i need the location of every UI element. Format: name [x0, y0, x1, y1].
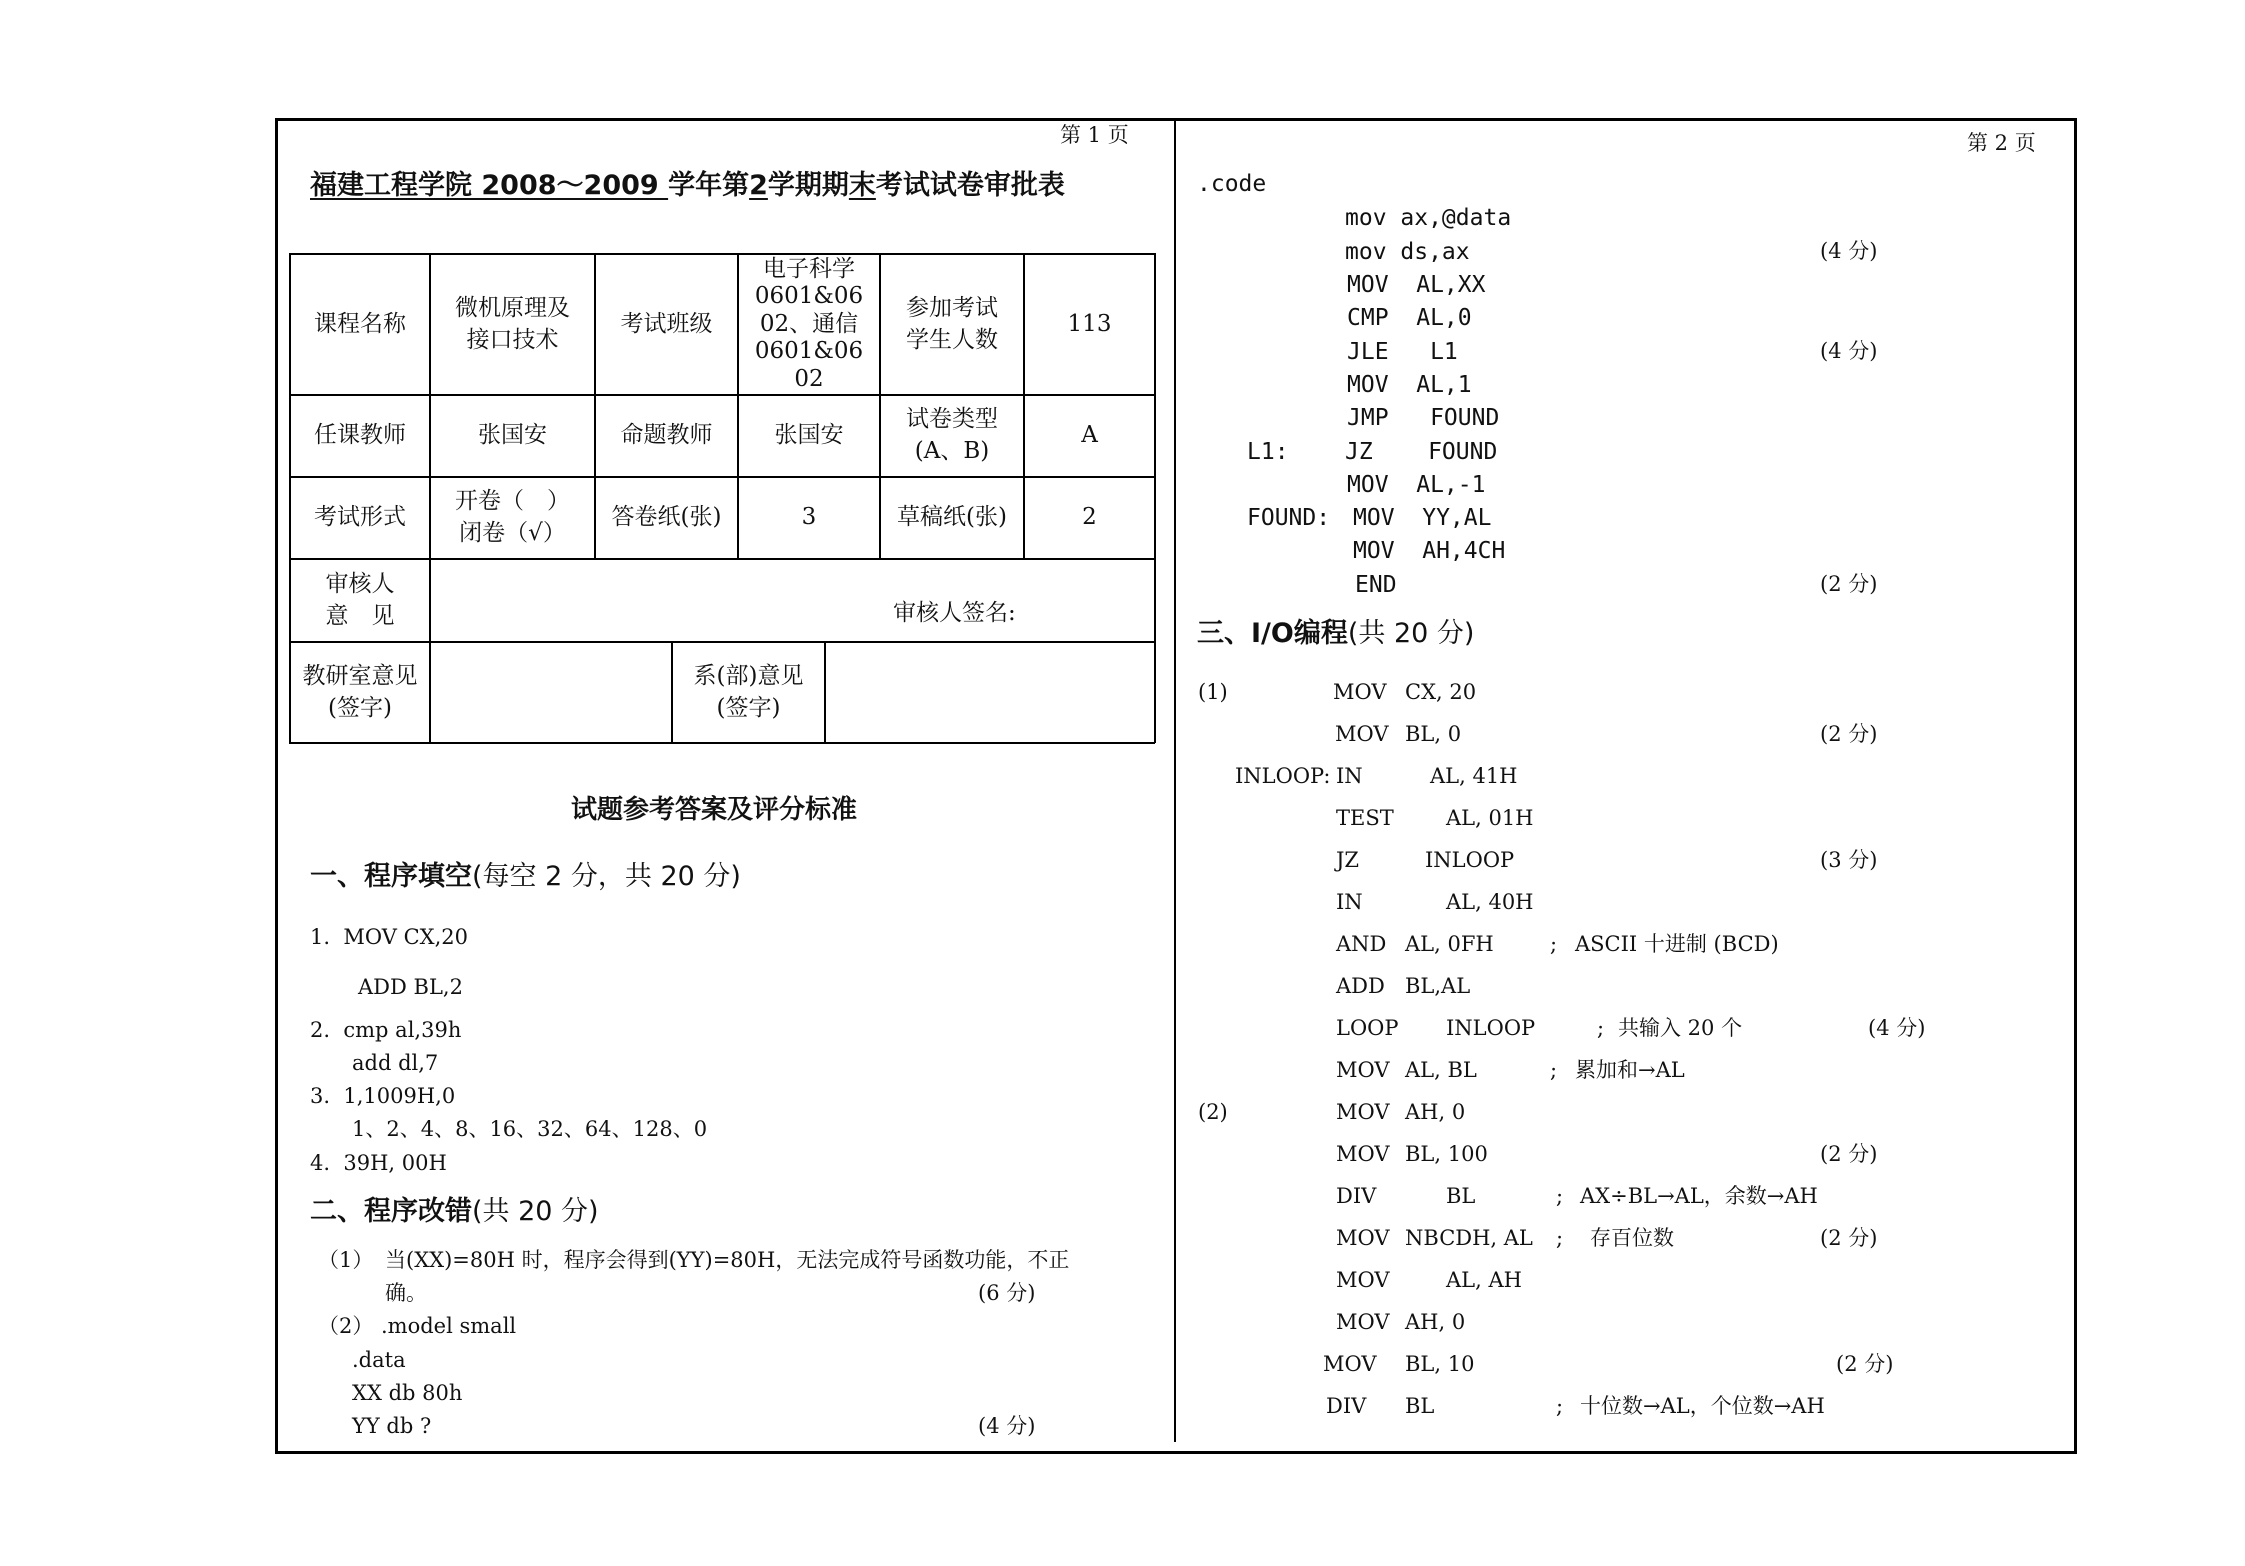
class-value: 电子科学 0601&06 02、通信 0601&06 02 [754, 255, 864, 392]
asm-comment: 累加和→AL [1575, 1058, 1685, 1082]
asm-operands: BL [1405, 1394, 1435, 1418]
asm-mnemonic: DIV [1326, 1394, 1367, 1418]
asm-mnemonic: IN [1336, 764, 1363, 788]
asm-mnemonic: MOV [1335, 722, 1389, 746]
sec1-line-1: 1. MOV CX,20 [310, 925, 468, 949]
asm-score: (2 分) [1820, 722, 1878, 746]
code-line-1: mov ax,@data [1345, 205, 1512, 231]
asm-score: (2 分) [1820, 1226, 1878, 1250]
asm-operands: INLOOP [1446, 1016, 1536, 1040]
dept-opinion-label: 系(部)意见 (签字) [693, 662, 804, 721]
exam-form-value: 开卷（ ） 闭卷（√） [455, 488, 570, 546]
asm-mnemonic: MOV [1336, 1058, 1390, 1082]
sec1-line-4: add dl,7 [352, 1051, 439, 1075]
asm-comment: 存百位数 [1590, 1226, 1674, 1250]
students-value: 113 [1067, 310, 1112, 337]
sec1-line-6: 1、2、4、8、16、32、64、128、0 [352, 1117, 708, 1141]
asm-operands: AL, 40H [1446, 890, 1534, 914]
code-line-6: MOV AL,1 [1347, 372, 1472, 398]
page-number-1: 第 1 页 [1060, 123, 1129, 147]
answer-sheet-label: 答卷纸(张) [611, 504, 722, 531]
code-line-5: JLE L1 [1347, 339, 1458, 365]
sec2-code-4: YY db ? [352, 1414, 432, 1438]
reviewer-signature-label: 审核人签名: [893, 600, 1016, 626]
answers-title: 试题参考答案及评分标准 [571, 795, 858, 825]
asm-comment: 十位数→AL，个位数→AH [1580, 1394, 1825, 1418]
code-score-2: (4 分) [1820, 339, 1878, 363]
code-line-7: JMP FOUND [1347, 405, 1500, 431]
code-score-3: (2 分) [1820, 572, 1878, 596]
teacher-label: 任课教师 [314, 422, 406, 449]
asm-operands: INLOOP [1425, 848, 1515, 872]
exam-form-label: 考试形式 [314, 504, 406, 531]
setter-value: 张国安 [774, 422, 844, 449]
asm-operands: BL [1446, 1184, 1476, 1208]
code-line-9: MOV AL,-1 [1347, 472, 1486, 498]
asm-mnemonic: MOV [1336, 1310, 1390, 1334]
title-part-4: 学期期 [767, 170, 849, 201]
sec2-code-2: .data [352, 1348, 406, 1372]
office-opinion-label: 教研室意见 (签字) [302, 662, 418, 721]
draft-label: 草稿纸(张) [897, 504, 1007, 531]
sec1-line-3: 2. cmp al,39h [310, 1018, 462, 1042]
asm-comment-marker: ; [1556, 1394, 1564, 1418]
asm-operands: AH, 0 [1405, 1100, 1466, 1124]
inloop-label: INLOOP: [1235, 764, 1331, 788]
asm-operands: BL, 100 [1405, 1142, 1488, 1166]
title-semester: 2 [749, 170, 768, 201]
asm-comment: ASCII 十进制 (BCD) [1575, 932, 1779, 956]
asm-operands: NBCDH, AL [1405, 1226, 1533, 1250]
class-label: 考试班级 [620, 310, 713, 337]
title-part-2: 学年第 [668, 170, 750, 201]
asm-mnemonic: MOV [1333, 680, 1387, 704]
sub2-label: (2) [1198, 1100, 1228, 1124]
code-line-4: CMP AL,0 [1347, 305, 1472, 331]
paper-type-label: 试卷类型 (A、B) [906, 406, 998, 464]
asm-comment-marker: ; [1556, 1226, 1564, 1250]
code-line-3: MOV AL,XX [1347, 272, 1486, 298]
sec2-code-3: XX db 80h [352, 1381, 463, 1405]
teacher-value: 张国安 [478, 422, 547, 449]
asm-comment-marker: ; [1556, 1184, 1564, 1208]
setter-label: 命题教师 [620, 422, 713, 449]
section1-title: 一、程序填空(每空 2 分，共 20 分) [310, 861, 741, 892]
asm-operands: AL, BL [1405, 1058, 1477, 1082]
title-term: 末 [848, 170, 876, 201]
sec2-item1-label: （1） [318, 1248, 374, 1272]
asm-mnemonic: IN [1336, 890, 1363, 914]
asm-mnemonic: TEST [1336, 806, 1394, 830]
sec2-item1-line1: 当(XX)=80H 时，程序会得到(YY)=80H，无法完成符号函数功能，不正 [385, 1248, 1070, 1272]
asm-mnemonic: LOOP [1336, 1016, 1399, 1040]
asm-operands: CX, 20 [1405, 680, 1477, 704]
sub1-label: (1) [1198, 680, 1228, 704]
course-label: 课程名称 [314, 310, 406, 337]
sec1-line-2: ADD BL,2 [358, 975, 463, 999]
sec2-item1-score: (6 分) [978, 1281, 1036, 1305]
page-number-2: 第 2 页 [1967, 131, 2036, 155]
asm-comment-marker: ; [1550, 932, 1558, 956]
asm-comment: AX÷BL→AL，余数→AH [1580, 1184, 1818, 1208]
paper-type-value: A [1081, 422, 1098, 449]
code-line-11: MOV AH,4CH [1353, 538, 1506, 564]
asm-score: (2 分) [1820, 1142, 1878, 1166]
sec2-item1-line2: 确。 [385, 1281, 427, 1305]
title-part-6: 考试试卷审批表 [875, 170, 1065, 201]
code-label: .code [1197, 171, 1267, 197]
asm-score: (3 分) [1820, 848, 1878, 872]
asm-score: (2 分) [1836, 1352, 1894, 1376]
asm-mnemonic: MOV [1323, 1352, 1377, 1376]
sec2-code-score: (4 分) [978, 1414, 1036, 1438]
draft-value: 2 [1082, 504, 1097, 531]
sec1-line-5: 3. 1,1009H,0 [310, 1084, 456, 1108]
asm-operands: BL, 10 [1405, 1352, 1475, 1376]
section3-title: 三、I/O编程(共 20 分) [1197, 618, 1475, 649]
code-line-12: END [1355, 572, 1397, 598]
asm-operands: AL, 01H [1446, 806, 1534, 830]
code-score-1: (4 分) [1820, 239, 1878, 263]
asm-mnemonic: DIV [1336, 1184, 1377, 1208]
section2-title: 二、程序改错(共 20 分) [310, 1196, 599, 1227]
code-line-8: JZ FOUND [1345, 439, 1498, 465]
page-divider [1174, 120, 1176, 1442]
code-line-10: MOV YY,AL [1353, 505, 1492, 531]
asm-mnemonic: JZ [1336, 848, 1360, 872]
sec2-item2-label: （2） [318, 1314, 374, 1338]
code-line-2: mov ds,ax [1345, 239, 1470, 265]
code-label-l1: L1: [1247, 439, 1289, 465]
course-value: 微机原理及 接口技术 [455, 294, 570, 353]
asm-operands: AL, AH [1446, 1268, 1522, 1292]
sec2-code-1: .model small [381, 1314, 517, 1338]
form-title [310, 172, 1065, 199]
asm-comment-marker: ; [1597, 1016, 1605, 1040]
title-school-years: 福建工程学院 2008～2009 [310, 170, 669, 201]
asm-operands: AH, 0 [1405, 1310, 1466, 1334]
asm-operands: AL, 41H [1430, 764, 1518, 788]
asm-mnemonic: AND [1336, 932, 1387, 956]
asm-mnemonic: MOV [1336, 1142, 1390, 1166]
asm-mnemonic: MOV [1336, 1226, 1390, 1250]
asm-mnemonic: MOV [1336, 1268, 1390, 1292]
code-label-found: FOUND: [1247, 505, 1331, 531]
asm-mnemonic: ADD [1336, 974, 1385, 998]
sec1-line-7: 4. 39H, 00H [310, 1151, 447, 1175]
asm-comment: 共输入 20 个 [1618, 1016, 1743, 1040]
asm-mnemonic: MOV [1336, 1100, 1390, 1124]
asm-operands: AL, 0FH [1405, 932, 1494, 956]
asm-comment-marker: ; [1550, 1058, 1558, 1082]
reviewer-label: 审核人 意 见 [325, 570, 395, 629]
students-label: 参加考试 学生人数 [906, 294, 998, 353]
answer-sheet-value: 3 [801, 504, 817, 531]
asm-score: (4 分) [1868, 1016, 1926, 1040]
asm-operands: BL, 0 [1405, 722, 1462, 746]
asm-operands: BL,AL [1405, 974, 1471, 998]
